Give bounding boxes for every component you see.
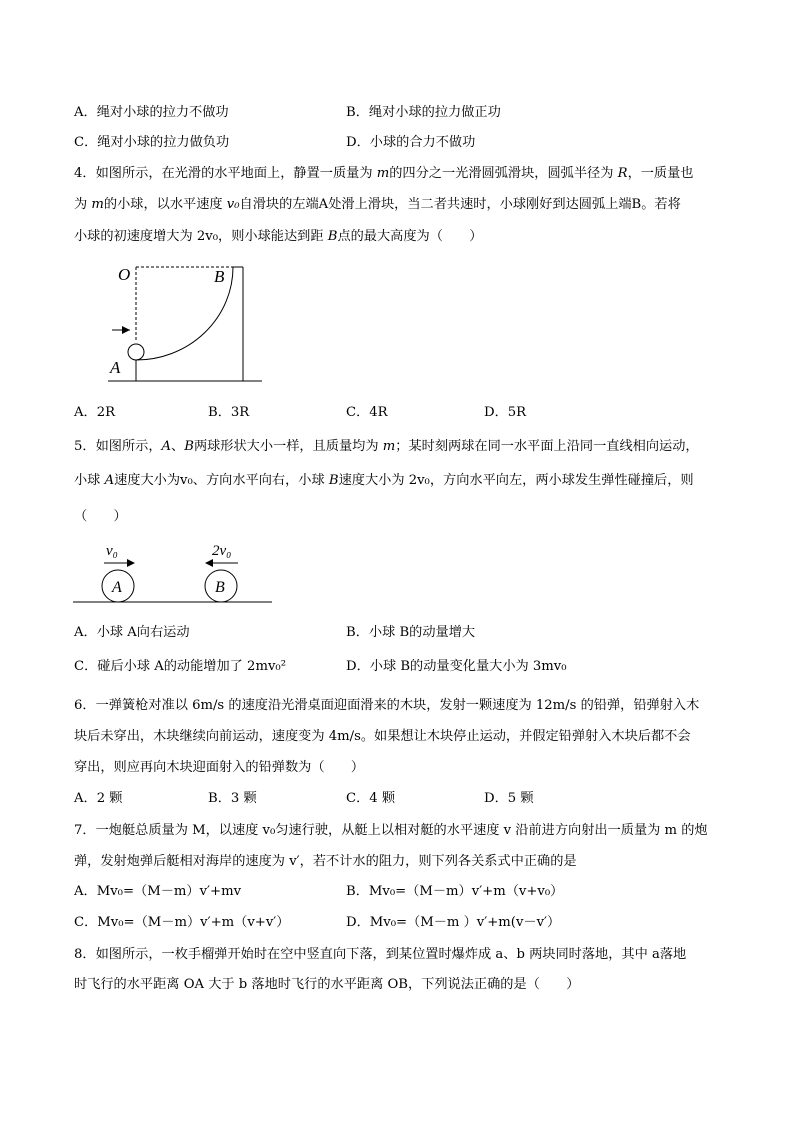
q5-line-1: 5．如图所示，A、B两球形状大小一样，且质量均为 m；某时刻两球在同一水平面上沿同一直线相向运动， [74, 439, 699, 454]
q4-option-b: B．3R [208, 405, 250, 420]
q5-arrow-a-head [127, 559, 135, 567]
q3-option-b: B．绳对小球的拉力做正功 [346, 105, 501, 120]
q5-label-b: B [215, 579, 225, 596]
q6-line-2: 块后未穿出，木块继续向前运动，速度变为 4m/s。如果想让木块停止运动，并假定铅弹射入木块后都不会 [74, 729, 691, 744]
q5-label-v0: v₀ [106, 543, 118, 559]
q4-option-c: C．4R [346, 405, 388, 420]
q4-label-o: O [118, 265, 131, 284]
q3-option-a: A．绳对小球的拉力不做功 [74, 105, 229, 120]
q8-line-1: 8．如图所示，一枚手榴弹开始时在空中竖直向下落，到某位置时爆炸成 a、b 两块同时落地，其中 a落地 [74, 947, 687, 962]
q6-option-d: D．5 颗 [484, 791, 534, 806]
q3-option-c: C．绳对小球的拉力做负功 [74, 135, 230, 150]
q6-option-a: A．2 颗 [74, 791, 123, 806]
q4-option-a: A．2R [74, 405, 116, 420]
q5-option-c: C．碰后小球 A的动能增加了 2mv₀² [74, 659, 286, 674]
q4-figure [106, 256, 266, 386]
q7-option-d: D．Mv₀=（M－m ）v′+m(v－v′） [346, 915, 561, 930]
q6-line-1: 6．一弹簧枪对准以 6m/s 的速度沿光滑桌面迎面滑来的木块，发射一颗速度为 12m/s 的铅弹，铅弹射入木 [74, 698, 700, 713]
q3-option-d: D．小球的合力不做功 [346, 135, 476, 150]
q4-line-3: 小球的初速度增大为 2v₀，则小球能达到距 B点的最大高度为（ ） [74, 229, 483, 244]
q7-option-a: A．Mv₀=（M－m）v′+mv [74, 884, 242, 899]
q5-label-2v0: 2v₀ [212, 543, 232, 559]
q5-label-a: A [112, 579, 122, 596]
q6-option-b: B．3 颗 [208, 791, 257, 806]
q5-line-3: （ ） [74, 509, 127, 524]
q5-option-a: A．小球 A向右运动 [74, 625, 190, 640]
q7-option-c: C．Mv₀=（M－m）v′+m（v+v′） [74, 915, 290, 930]
q4-line-2: 为 m的小球，以水平速度 v₀自滑块的左端A处滑上滑块，当二者共速时，小球刚好到达圆弧上端B。若将 [74, 197, 681, 212]
q4-arrow-head [122, 326, 130, 334]
q5-figure [72, 538, 276, 608]
q7-line-1: 7．一炮艇总质量为 M，以速度 v₀匀速行驶，从艇上以相对艇的水平速度 v 沿前进方向射出一质量为 m 的炮 [74, 823, 708, 838]
q4-label-b: B [214, 267, 225, 286]
q6-option-c: C．4 颗 [346, 791, 396, 806]
q4-option-d: D．5R [484, 405, 527, 420]
q4-ball [128, 344, 144, 360]
q4-label-a: A [110, 358, 121, 377]
q6-line-3: 穿出，则应再向木块迎面射入的铅弹数为（ ） [74, 760, 365, 775]
q8-line-2: 时飞行的水平距离 OA 大于 b 落地时飞行的水平距离 OB，下列说法正确的是（ ） [74, 977, 580, 992]
q5-line-2: 小球 A速度大小为v₀、方向水平向右，小球 B速度大小为 2v₀，方向水平向左，两小球发生弹性碰撞后，则 [74, 473, 694, 488]
q5-arrow-b-head [205, 559, 213, 567]
q4-line-1: 4．如图所示，在光滑的水平地面上，静置一质量为 m的四分之一光滑圆弧滑块，圆弧半径为 R，一质量也 [74, 166, 694, 181]
q5-option-d: D．小球 B的动量变化量大小为 3mv₀ [346, 659, 567, 674]
q5-option-b: B．小球 B的动量增大 [346, 625, 476, 640]
q4-block-outline [136, 267, 243, 381]
q7-line-2: 弹，发射炮弹后艇相对海岸的速度为 v′，若不计水的阻力，则下列各关系式中正确的是 [74, 854, 577, 869]
q7-option-b: B．Mv₀=（M－m）v′+m（v+v₀） [346, 884, 564, 899]
